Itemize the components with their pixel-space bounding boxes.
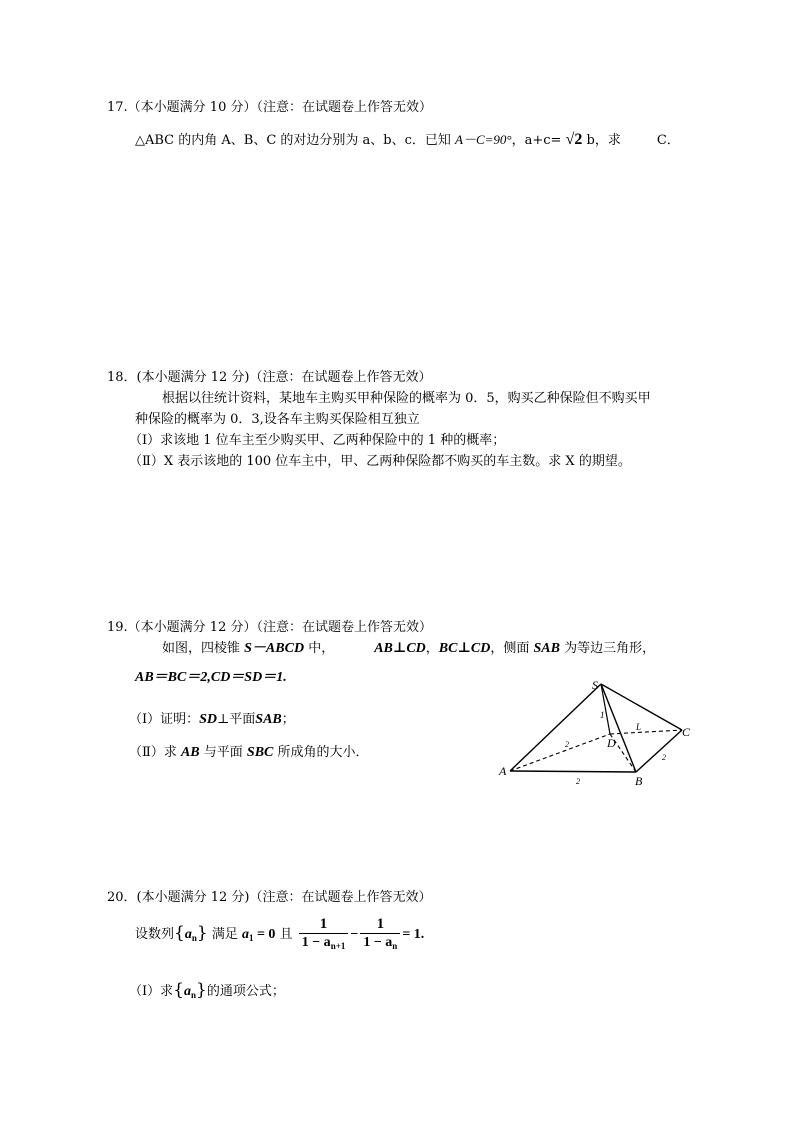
q19-part1-sd: SD bbox=[199, 712, 218, 727]
q19-part1 bbox=[129, 711, 295, 729]
q20-fraction-1 bbox=[299, 915, 349, 955]
q19-comma: ， bbox=[425, 641, 439, 656]
q20-frac2-den-sub: n bbox=[392, 940, 398, 951]
mark-sa-length: 2 bbox=[565, 740, 569, 749]
q19-perp2: BC⊥CD bbox=[438, 641, 491, 656]
q19-part2-plane: SBC bbox=[246, 745, 274, 760]
q20-eq-one: = 1. bbox=[402, 927, 425, 942]
q20-seq-a: a bbox=[184, 927, 192, 942]
q20-part1-seq-n: n bbox=[190, 990, 196, 1000]
label-c: C bbox=[682, 725, 691, 739]
label-s: S bbox=[592, 678, 598, 692]
label-a: A bbox=[499, 764, 507, 778]
q19-header: 19.（本小题满分 12 分）（注意：在试题卷上作答无效） bbox=[107, 620, 432, 635]
edge-ad bbox=[510, 734, 610, 771]
q20-a1-eq: = 0 bbox=[253, 927, 276, 942]
mark-bc-length: 2 bbox=[662, 753, 666, 762]
q17-body-text: △ABC 的内角 A、B、C 的对边分别为 a、b、c．已知 bbox=[135, 133, 456, 148]
q19-perp1: AB⊥CD bbox=[374, 641, 426, 656]
q20-and: 且 bbox=[275, 927, 297, 942]
q19-part2-end: 所成角的大小． bbox=[273, 745, 369, 760]
q19-lengths bbox=[135, 669, 287, 687]
q19-intro-text: 如图，四棱锥 bbox=[162, 641, 245, 656]
label-b: B bbox=[635, 774, 643, 788]
label-d: D bbox=[607, 736, 616, 750]
pyramid-figure bbox=[490, 672, 705, 792]
q20-frac1-den-sub: n+1 bbox=[330, 940, 346, 951]
q19-intro-mid: 中， bbox=[304, 641, 335, 656]
q17-b-text: b，求 bbox=[582, 133, 621, 148]
q17-target: C． bbox=[656, 133, 680, 148]
mark-dc-length: L bbox=[636, 722, 642, 732]
q17-body bbox=[135, 131, 680, 150]
q19-intro-post: ，侧面 bbox=[490, 641, 534, 656]
q20-part1-pre: （Ⅰ）求 bbox=[129, 984, 174, 999]
q20-a1: a bbox=[241, 927, 249, 942]
q20-pre: 设数列 bbox=[135, 927, 175, 942]
q20-brace-close: } bbox=[196, 923, 208, 943]
q18-header: 18．(本小题满分 12 分)（注意：在试题卷上作答无效） bbox=[107, 370, 432, 385]
q20-part1-brace-open: { bbox=[173, 980, 184, 1000]
q18-line2: 种保险的概率为 0．3,设各车主购买保险相互独立 bbox=[135, 412, 420, 427]
q18-line1: 根据以往统计资料，某地车主购买甲种保险的概率为 0．5，购买乙种保险但不购买甲 bbox=[162, 391, 651, 406]
q20-a1-sub: 1 bbox=[248, 933, 254, 943]
q19-part2-ab: AB bbox=[180, 745, 200, 760]
q19-part2-pre: （Ⅱ）求 bbox=[129, 745, 181, 760]
q20-header: 20．(本小题满分 12 分)（注意：在试题卷上作答无效） bbox=[107, 890, 432, 905]
q20-seq-n: n bbox=[191, 933, 197, 943]
q20-frac2-den: 1 − a bbox=[363, 934, 393, 950]
edge-sa bbox=[510, 684, 601, 771]
mark-ab-length: 2 bbox=[576, 777, 580, 786]
q20-minus: − bbox=[350, 927, 359, 942]
q18-part2: （Ⅱ）X 表示该地的 100 位车主中，甲、乙两种保险都不购买的车主数。求 X 的期望。 bbox=[129, 454, 631, 469]
q19-face: SAB bbox=[533, 641, 560, 656]
q20-frac2-num: 1 bbox=[360, 915, 400, 934]
edge-sc bbox=[601, 684, 682, 730]
q19-intro-end: 为等边三角形， bbox=[559, 641, 656, 656]
q20-part1-post: 的通项公式； bbox=[206, 984, 285, 999]
q19-pyramid: S－ABCD bbox=[244, 641, 305, 656]
q17-condition-sum: ，a+c= bbox=[511, 133, 566, 148]
q19-part1-post: ⊥平面 bbox=[217, 712, 256, 727]
edge-sb bbox=[601, 684, 636, 772]
q20-fraction-2 bbox=[360, 915, 400, 955]
q20-brace-open: { bbox=[174, 923, 185, 943]
q20-part1-brace-close: } bbox=[195, 980, 207, 1000]
q20-part1-seq-a: a bbox=[183, 984, 191, 999]
edge-sd bbox=[601, 684, 610, 734]
q19-intro bbox=[162, 640, 655, 658]
q17-condition-angle: A－C=90° bbox=[455, 132, 512, 147]
q20-part1 bbox=[129, 981, 285, 1004]
q19-lengths-text: AB＝BC＝2,CD＝SD＝1. bbox=[135, 670, 287, 685]
q20-frac1-num: 1 bbox=[299, 915, 349, 934]
q19-part1-end: ； bbox=[281, 712, 295, 727]
mark-sd-length: 1 bbox=[600, 710, 605, 720]
q19-part2-mid: 与平面 bbox=[199, 745, 247, 760]
q20-cond-pre: 满足 bbox=[207, 927, 242, 942]
q17-sqrt2: √2 bbox=[565, 131, 583, 148]
q20-condition bbox=[135, 913, 424, 957]
q18-part1: （I）求该地 1 位车主至少购买甲、乙两种保险中的 1 种的概率； bbox=[129, 433, 506, 448]
edge-ab bbox=[510, 771, 636, 772]
q17-header: 17.（本小题满分 10 分）（注意：在试题卷上作答无效） bbox=[107, 100, 432, 115]
edge-bc bbox=[636, 730, 682, 772]
q20-frac1-den: 1 − a bbox=[301, 934, 331, 950]
q19-part2 bbox=[129, 744, 369, 762]
q19-part1-plane: SAB bbox=[255, 712, 282, 727]
q19-part1-pre: （Ⅰ）证明： bbox=[129, 712, 200, 727]
